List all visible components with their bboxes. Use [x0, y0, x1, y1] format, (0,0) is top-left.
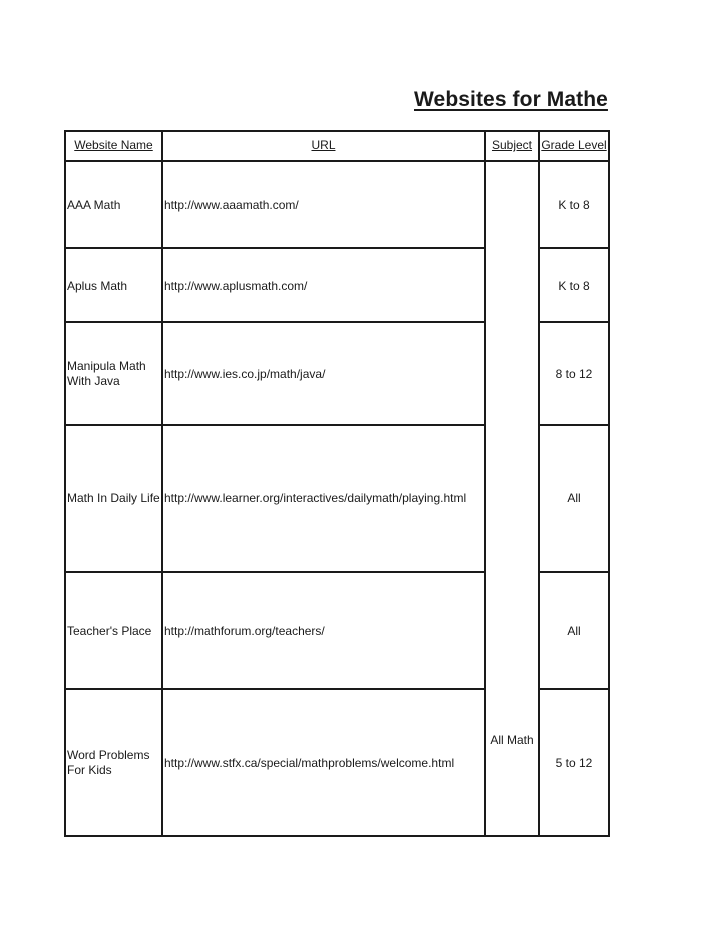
row-4-url[interactable]: http://www.learner.org/interactives/dailymath/playing.html — [164, 491, 467, 505]
header-url: URL — [311, 138, 336, 152]
header-divider — [64, 160, 610, 162]
header-website-name: Website Name — [74, 138, 153, 152]
row-divider — [64, 321, 486, 323]
row-3-name: Manipula Math With Java — [67, 359, 146, 388]
row-5-name: Teacher's Place — [67, 624, 152, 638]
row-6-name: Word Problems For Kids — [67, 748, 150, 777]
column-divider — [538, 130, 540, 837]
row-2-grade: K to 8 — [558, 279, 590, 293]
row-4-name: Math In Daily Life — [67, 491, 160, 505]
header-subject: Subject — [491, 138, 533, 152]
row-divider — [538, 247, 610, 249]
row-divider — [64, 247, 486, 249]
table-border-right — [608, 130, 610, 837]
page-title: Websites for Mathe — [414, 88, 608, 111]
table-border-top — [64, 130, 610, 132]
row-divider — [538, 321, 610, 323]
row-divider — [64, 688, 486, 690]
row-3-grade: 8 to 12 — [555, 367, 593, 381]
websites-table — [64, 130, 610, 837]
row-1-url[interactable]: http://www.aaamath.com/ — [164, 198, 299, 212]
row-2-url[interactable]: http://www.aplusmath.com/ — [164, 279, 308, 293]
row-5-grade: All — [567, 624, 581, 638]
row-divider — [538, 424, 610, 426]
header-grade-level: Grade Level — [541, 138, 607, 152]
row-6-grade: 5 to 12 — [555, 756, 593, 770]
row-4-grade: All — [567, 491, 581, 505]
row-6-url[interactable]: http://www.stfx.ca/special/mathproblems/welcome.html — [164, 756, 455, 770]
row-divider — [538, 688, 610, 690]
row-divider — [64, 424, 486, 426]
row-2-name: Aplus Math — [67, 279, 128, 293]
row-3-url[interactable]: http://www.ies.co.jp/math/java/ — [164, 367, 326, 381]
subject-all-math: All Math — [490, 733, 534, 747]
table-border-left — [64, 130, 66, 837]
column-divider — [161, 130, 163, 837]
row-1-name: AAA Math — [67, 198, 121, 212]
row-5-url[interactable]: http://mathforum.org/teachers/ — [164, 624, 325, 638]
row-divider — [538, 571, 610, 573]
row-1-grade: K to 8 — [558, 198, 590, 212]
row-divider — [64, 571, 486, 573]
table-border-bottom — [64, 835, 610, 837]
column-divider — [484, 130, 486, 837]
